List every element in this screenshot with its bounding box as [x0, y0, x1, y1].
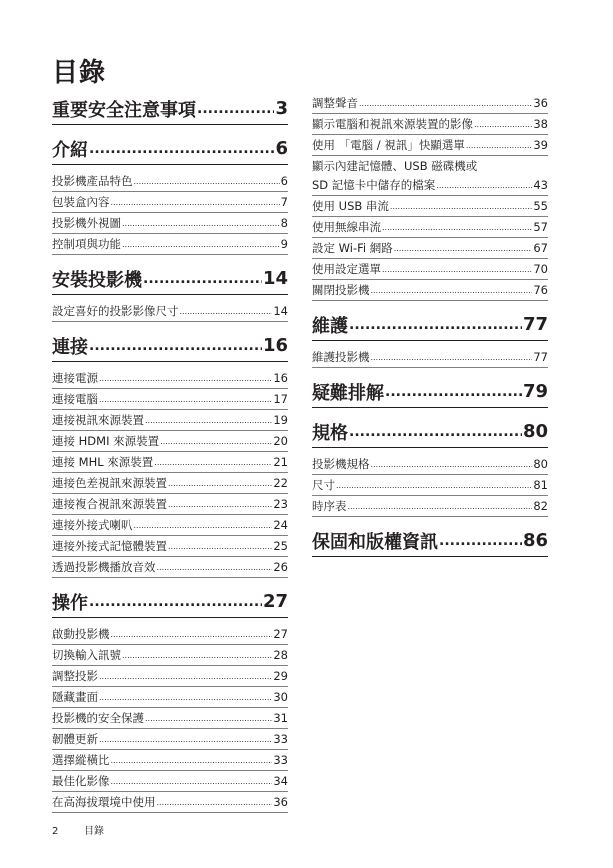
- toc-chapter-entry[interactable]: [312, 376, 548, 408]
- toc-entry-title: 使用無線串流: [312, 220, 381, 234]
- toc-section-entry[interactable]: [52, 192, 288, 213]
- toc-dot-leader: [348, 502, 533, 511]
- toc-entry-title: 連接 MHL 來源裝置: [52, 455, 154, 469]
- toc-section-entry[interactable]: [312, 280, 548, 301]
- toc-page-number: 24: [273, 518, 288, 532]
- toc-dot-leader: [99, 395, 272, 404]
- toc-section-entry[interactable]: [52, 624, 288, 645]
- toc-section-entry[interactable]: [312, 496, 548, 517]
- toc-dot-leader: [371, 460, 533, 469]
- toc-dot-leader: [99, 693, 272, 702]
- toc-dot-leader: [371, 286, 533, 295]
- toc-entry-title: 連接色差視訊來源裝置: [52, 476, 167, 490]
- toc-entry-title: 規格: [312, 422, 348, 444]
- toc-dot-leader: [99, 672, 272, 681]
- toc-section-entry[interactable]: [52, 494, 288, 515]
- toc-dot-leader: [160, 437, 272, 446]
- toc-section-entry[interactable]: [312, 93, 548, 114]
- toc-section-entry[interactable]: [52, 452, 288, 473]
- toc-entry-title: 選擇縱橫比: [52, 753, 110, 767]
- toc-entry-title: 韌體更新: [52, 732, 98, 746]
- toc-entry-title: 投影機產品特色: [52, 174, 133, 188]
- toc-dot-leader: [89, 338, 262, 354]
- toc-page-number: 36: [273, 795, 288, 809]
- toc-entry-title: 使用設定選單: [312, 262, 381, 276]
- toc-page-number: 81: [533, 478, 548, 492]
- toc-section-entry[interactable]: [52, 389, 288, 410]
- toc-section-entry[interactable]: [312, 475, 548, 496]
- toc-page-number: 6: [280, 174, 288, 188]
- toc-dot-leader: [134, 521, 273, 530]
- toc-dot-leader: [111, 777, 273, 786]
- toc-dot-leader: [168, 542, 272, 551]
- toc-left-column: [52, 93, 288, 813]
- toc-section-entry[interactable]: [312, 196, 548, 217]
- toc-section-entry[interactable]: [312, 175, 548, 196]
- toc-entry-title: 使用 「電腦 / 視訊」快顯選單: [312, 138, 465, 152]
- toc-entry-title: 連接: [52, 336, 88, 358]
- toc-entry-title: 介紹: [52, 139, 88, 161]
- toc-section-entry[interactable]: [52, 687, 288, 708]
- toc-section-entry[interactable]: [52, 666, 288, 687]
- toc-chapter-entry[interactable]: [52, 93, 288, 125]
- toc-entry-title: SD 記憶卡中儲存的檔案: [312, 178, 436, 192]
- toc-section-entry[interactable]: [52, 234, 288, 255]
- toc-section-entry[interactable]: [52, 750, 288, 771]
- toc-section-entry[interactable]: [52, 557, 288, 578]
- toc-entry-title: 連接複合視訊來源裝置: [52, 497, 167, 511]
- toc-dot-leader: [349, 317, 522, 333]
- toc-page-number: 77: [522, 314, 548, 335]
- toc-section-entry[interactable]: [52, 771, 288, 792]
- toc-page-number: 82: [533, 499, 548, 513]
- toc-section-entry[interactable]: [312, 156, 548, 175]
- toc-section-entry[interactable]: [312, 114, 548, 135]
- toc-entry-title: 調整投影: [52, 669, 98, 683]
- toc-entry-title: 啟動投影機: [52, 627, 110, 641]
- toc-page-number: 36: [533, 96, 548, 110]
- footer-section: 目錄: [84, 826, 104, 837]
- toc-entry-title: 連接外接式喇叭: [52, 518, 133, 532]
- toc-chapter-entry[interactable]: [52, 133, 288, 165]
- toc-entry-title: 調整聲音: [312, 96, 358, 110]
- toc-section-entry[interactable]: [52, 645, 288, 666]
- toc-page-number: 27: [273, 627, 288, 641]
- toc-dot-leader: [122, 219, 280, 228]
- toc-section-entry[interactable]: [52, 368, 288, 389]
- toc-right-column: [312, 93, 548, 563]
- toc-chapter-entry[interactable]: [312, 525, 548, 557]
- toc-section-entry[interactable]: [52, 410, 288, 431]
- toc-dot-leader: [134, 177, 280, 186]
- toc-entry-title: 連接電腦: [52, 392, 98, 406]
- toc-dot-leader: [154, 458, 272, 467]
- toc-entry-title: 安裝投影機: [52, 269, 142, 291]
- toc-page-number: 79: [522, 381, 548, 402]
- toc-section-entry[interactable]: [52, 473, 288, 494]
- toc-page-number: 38: [533, 117, 548, 131]
- toc-section-entry[interactable]: [312, 454, 548, 475]
- toc-entry-title: 投影機規格: [312, 457, 370, 471]
- toc-dot-leader: [197, 101, 274, 117]
- toc-page-number: 17: [273, 392, 288, 406]
- toc-dot-leader: [349, 424, 522, 440]
- toc-page-number: 23: [273, 497, 288, 511]
- toc-dot-leader: [382, 265, 532, 274]
- toc-section-entry[interactable]: [312, 259, 548, 280]
- toc-section-entry[interactable]: [312, 238, 548, 259]
- toc-dot-leader: [382, 223, 532, 232]
- toc-dot-leader: [89, 141, 274, 157]
- toc-section-entry[interactable]: [52, 536, 288, 557]
- toc-entry-title: 使用 USB 串流: [312, 199, 389, 213]
- toc-section-entry[interactable]: [52, 708, 288, 729]
- toc-page-number: 55: [533, 199, 548, 213]
- page-title: 目錄: [52, 58, 107, 88]
- toc-section-entry[interactable]: [52, 171, 288, 192]
- toc-page-number: 9: [280, 237, 288, 251]
- toc-dot-leader: [157, 798, 273, 807]
- toc-entry-title: 切換輸入訊號: [52, 648, 121, 662]
- toc-dot-leader: [394, 244, 533, 253]
- toc-page-number: 21: [273, 455, 288, 469]
- toc-entry-title: 連接視訊來源裝置: [52, 413, 144, 427]
- toc-entry-title: 設定 Wi-Fi 網路: [312, 241, 393, 255]
- toc-page-number: 33: [273, 732, 288, 746]
- toc-dot-leader: [439, 533, 522, 549]
- toc-section-entry[interactable]: [52, 515, 288, 536]
- toc-dot-leader: [168, 500, 272, 509]
- toc-page-number: 34: [273, 774, 288, 788]
- toc-entry-title: 設定喜好的投影影像尺寸: [52, 304, 179, 318]
- toc-page-number: 14: [262, 268, 288, 289]
- toc-dot-leader: [466, 141, 533, 150]
- toc-section-entry[interactable]: [52, 301, 288, 322]
- toc-entry-title: 連接 HDMI 來源裝置: [52, 434, 160, 448]
- toc-dot-leader: [180, 307, 273, 316]
- toc-page-number: 80: [522, 421, 548, 442]
- toc-entry-title: 顯示電腦和視訊來源裝置的影像: [312, 117, 473, 131]
- toc-entry-title: 連接電源: [52, 371, 98, 385]
- toc-chapter-entry[interactable]: [52, 330, 288, 362]
- toc-entry-title: 時序表: [312, 499, 347, 513]
- toc-page-number: 67: [533, 241, 548, 255]
- toc-page-number: 43: [533, 178, 548, 192]
- toc-page-number: 76: [533, 283, 548, 297]
- toc-dot-leader: [145, 416, 272, 425]
- toc-dot-leader: [99, 374, 272, 383]
- toc-page-number: 7: [280, 195, 288, 209]
- toc-entry-title: 控制項與功能: [52, 237, 121, 251]
- footer-page-number: 2: [52, 826, 59, 837]
- toc-page-number: 26: [273, 560, 288, 574]
- toc-page-number: 77: [533, 350, 548, 364]
- toc-entry-title: 最佳化影像: [52, 774, 110, 788]
- toc-dot-leader: [111, 756, 273, 765]
- toc-dot-leader: [157, 563, 273, 572]
- toc-page-number: 20: [273, 434, 288, 448]
- toc-page-number: 6: [275, 138, 288, 159]
- toc-page-number: 80: [533, 457, 548, 471]
- toc-page-number: 30: [273, 690, 288, 704]
- toc-page-number: 28: [273, 648, 288, 662]
- toc-section-entry[interactable]: [52, 729, 288, 750]
- toc-dot-leader: [168, 479, 272, 488]
- toc-section-entry[interactable]: [312, 347, 548, 368]
- toc-section-entry[interactable]: [312, 217, 548, 238]
- toc-page-number: 8: [280, 216, 288, 230]
- toc-page-number: 27: [262, 591, 288, 612]
- toc-dot-leader: [99, 735, 272, 744]
- toc-entry-title: 投影機外視圖: [52, 216, 121, 230]
- toc-section-entry[interactable]: [52, 431, 288, 452]
- toc-dot-leader: [385, 384, 522, 400]
- toc-entry-title: 疑難排解: [312, 382, 384, 404]
- toc-page-number: 33: [273, 753, 288, 767]
- toc-chapter-entry[interactable]: [52, 263, 288, 295]
- toc-entry-title: 連接外接式記憶體裝置: [52, 539, 167, 553]
- toc-entry-title: 在高海拔環境中使用: [52, 795, 156, 809]
- toc-page-number: 16: [273, 371, 288, 385]
- toc-dot-leader: [436, 181, 532, 190]
- toc-entry-title: 維護: [312, 315, 348, 337]
- toc-page-number: 31: [273, 711, 288, 725]
- toc-page-number: 86: [522, 530, 548, 551]
- toc-entry-title: 包裝盒內容: [52, 195, 110, 209]
- toc-section-entry[interactable]: [52, 213, 288, 234]
- toc-entry-title: 操作: [52, 592, 88, 614]
- toc-entry-title: 關閉投影機: [312, 283, 370, 297]
- toc-section-entry[interactable]: [312, 135, 548, 156]
- toc-dot-leader: [390, 202, 532, 211]
- toc-entry-title: 投影機的安全保護: [52, 711, 144, 725]
- toc-entry-title: 透過投影機播放音效: [52, 560, 156, 574]
- toc-chapter-entry[interactable]: [312, 309, 548, 341]
- toc-entry-title: 保固和版權資訊: [312, 531, 438, 553]
- toc-page-number: 16: [262, 335, 288, 356]
- toc-entry-title: 隱藏畫面: [52, 690, 98, 704]
- toc-page-number: 3: [275, 98, 288, 119]
- toc-page-number: 25: [273, 539, 288, 553]
- toc-page-number: 22: [273, 476, 288, 490]
- toc-dot-leader: [474, 120, 532, 129]
- page-footer: [52, 822, 104, 837]
- toc-page-number: 29: [273, 669, 288, 683]
- toc-dot-leader: [371, 353, 533, 362]
- toc-dot-leader: [336, 481, 532, 490]
- toc-page-number: 70: [533, 262, 548, 276]
- toc-entry-title: 重要安全注意事項: [52, 99, 196, 121]
- toc-entry-title: 維護投影機: [312, 350, 370, 364]
- toc-dot-leader: [359, 99, 532, 108]
- toc-dot-leader: [143, 271, 262, 287]
- toc-entry-title: 尺寸: [312, 478, 335, 492]
- toc-page-number: 57: [533, 220, 548, 234]
- toc-page-number: 39: [533, 138, 548, 152]
- toc-dot-leader: [122, 651, 272, 660]
- toc-chapter-entry[interactable]: [52, 586, 288, 618]
- toc-entry-title: 顯示內建記憶體、USB 磁碟機或: [312, 158, 478, 173]
- toc-dot-leader: [111, 630, 273, 639]
- toc-page-number: 19: [273, 413, 288, 427]
- toc-page-number: 14: [273, 304, 288, 318]
- toc-section-entry[interactable]: [52, 792, 288, 813]
- toc-dot-leader: [111, 198, 280, 207]
- toc-dot-leader: [89, 594, 262, 610]
- toc-dot-leader: [122, 240, 280, 249]
- toc-dot-leader: [145, 714, 272, 723]
- toc-chapter-entry[interactable]: [312, 416, 548, 448]
